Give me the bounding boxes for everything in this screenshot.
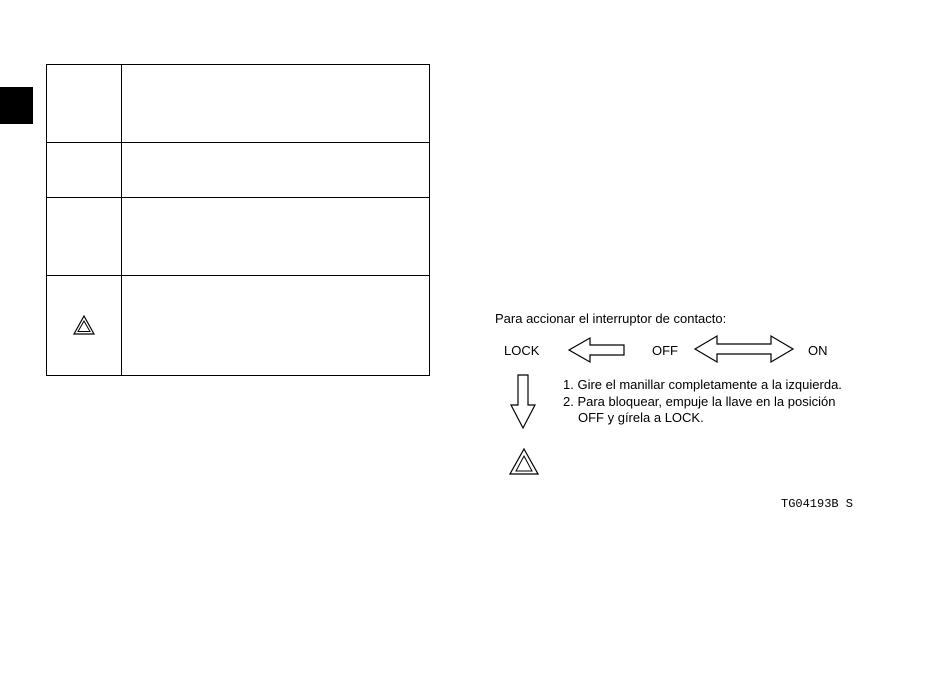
left-arrow-icon <box>566 335 628 365</box>
step-2-line-1: 2. Para bloquear, empuje la llave en la posición <box>563 394 836 409</box>
table-column-divider <box>121 65 122 375</box>
lock-label: LOCK <box>504 343 540 358</box>
step-2-line-2: OFF y gírela a LOCK. <box>578 410 704 425</box>
double-arrow-icon <box>693 333 797 365</box>
off-label: OFF <box>652 343 678 358</box>
table-row-divider <box>47 142 429 143</box>
on-label: ON <box>808 343 828 358</box>
symbol-table <box>46 64 430 376</box>
table-row-divider <box>47 197 429 198</box>
table-row-divider <box>47 275 429 276</box>
diagram-intro: Para accionar el interruptor de contacto: <box>495 311 727 326</box>
step-1: 1. Gire el manillar completamente a la izquierda. <box>563 377 842 392</box>
figure-code: TG04193B S <box>781 497 854 511</box>
warning-triangle-icon <box>73 315 95 335</box>
section-tab-marker <box>0 87 33 124</box>
warning-triangle-icon <box>509 448 539 475</box>
down-arrow-icon <box>508 373 538 431</box>
